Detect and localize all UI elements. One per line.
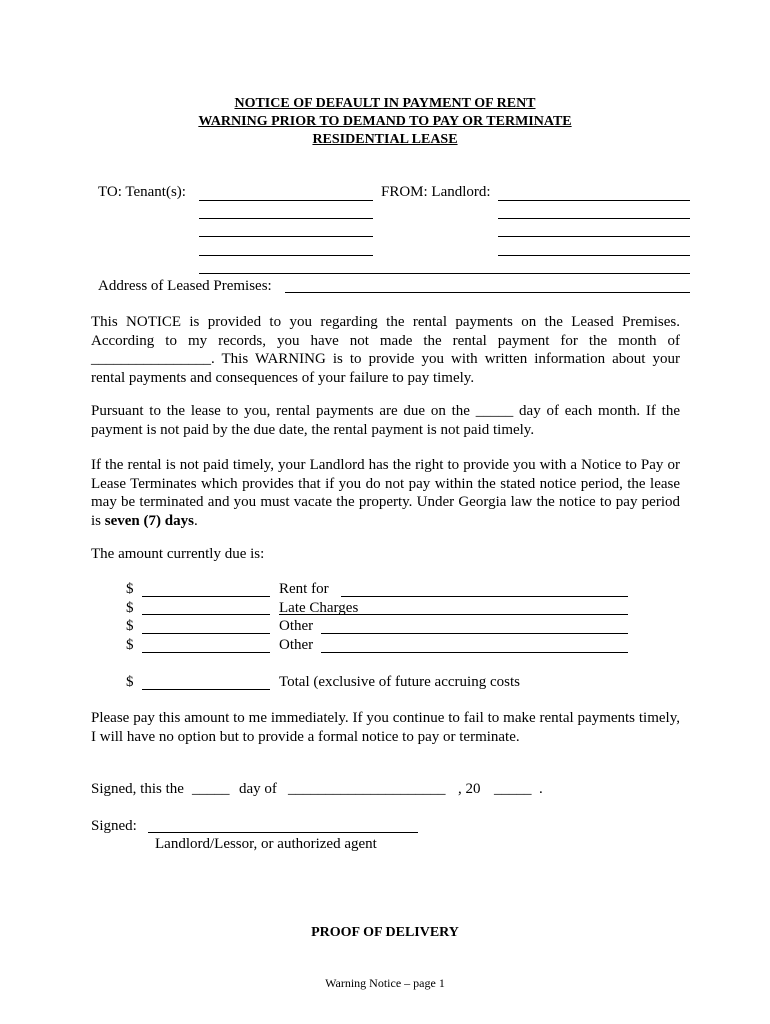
landlord-line-1[interactable] [498, 200, 690, 201]
page-footer: Warning Notice – page 1 [325, 976, 445, 990]
item-label-late: Late Charges [279, 600, 359, 616]
desc-line-other-2[interactable] [321, 652, 628, 653]
currency-symbol: $ [126, 674, 134, 690]
year-prefix: , 20 [458, 781, 481, 797]
landlord-line-4[interactable] [498, 255, 690, 256]
total-label: Total (exclusive of future accruing costs [279, 674, 520, 690]
currency-symbol: $ [126, 581, 134, 597]
tenant-line-2[interactable] [199, 218, 373, 219]
amount-intro: The amount currently due is: [91, 546, 265, 562]
paragraph-due-date: Pursuant to the lease to you, rental payments are due on the _____ day of each month. If the payment is not paid by the due date, the rental payment is not paid timely. [91, 403, 680, 438]
document-title-line-3: RESIDENTIAL LEASE [312, 132, 458, 147]
address-label: Address of Leased Premises: [98, 278, 272, 294]
document-title-line-2: WARNING PRIOR TO DEMAND TO PAY OR TERMINATE [198, 114, 572, 129]
desc-line-rent[interactable] [341, 596, 628, 597]
signature-line[interactable] [148, 832, 418, 833]
paragraph-rights: If the rental is not paid timely, your Landlord has the right to provide you with a Notice to Pay or Lease Terminates which provides that if you do not pay within the stated notice period, the lease may be terminated and you must vacate the property. Under Georgia law the notice to pay period is seven (7) days. [91, 457, 680, 529]
currency-symbol: $ [126, 618, 134, 634]
desc-line-other-1[interactable] [321, 633, 628, 634]
month-blank[interactable]: _____________________ [288, 781, 446, 797]
signed-date-label: Signed, this the [91, 781, 184, 797]
tenant-line-4[interactable] [199, 255, 373, 256]
amount-line-late[interactable] [142, 614, 270, 615]
tenant-line-1[interactable] [199, 200, 373, 201]
period: . [539, 781, 543, 797]
year-blank[interactable]: _____ [494, 781, 532, 797]
amount-line-rent[interactable] [142, 596, 270, 597]
amount-line-other-1[interactable] [142, 633, 270, 634]
item-label-other-2: Other [279, 637, 314, 653]
premises-line-1[interactable] [199, 273, 690, 274]
currency-symbol: $ [126, 600, 134, 616]
currency-symbol: $ [126, 637, 134, 653]
tenant-line-3[interactable] [199, 236, 373, 237]
paragraph-notice: This NOTICE is provided to you regarding the rental payments on the Leased Premises. According to my records, you have not made the rental payment for the month of ________________. This WARNING is to provide you with written information about your rental payments and consequences of your failure to pay timely. [91, 314, 680, 386]
landlord-line-2[interactable] [498, 218, 690, 219]
landlord-line-3[interactable] [498, 236, 690, 237]
day-of-label: day of [239, 781, 277, 797]
amount-line-other-2[interactable] [142, 652, 270, 653]
landlord-label: FROM: Landlord: [381, 184, 491, 200]
signer-caption: Landlord/Lessor, or authorized agent [155, 836, 377, 852]
premises-line-2[interactable] [285, 292, 690, 293]
item-label-rent: Rent for [279, 581, 329, 597]
day-blank[interactable]: _____ [192, 781, 230, 797]
item-label-other-1: Other [279, 618, 314, 634]
signed-label: Signed: [91, 818, 137, 834]
document-title-line-1: NOTICE OF DEFAULT IN PAYMENT OF RENT [234, 96, 536, 111]
tenant-label: TO: Tenant(s): [98, 184, 186, 200]
amount-line-total[interactable] [142, 689, 270, 690]
paragraph-pay-now: Please pay this amount to me immediately. If you continue to fail to make rental payments timely, I will have no option but to provide a formal notice to pay or terminate. [91, 710, 680, 745]
desc-line-late[interactable] [279, 614, 628, 615]
proof-heading: PROOF OF DELIVERY [311, 925, 459, 940]
